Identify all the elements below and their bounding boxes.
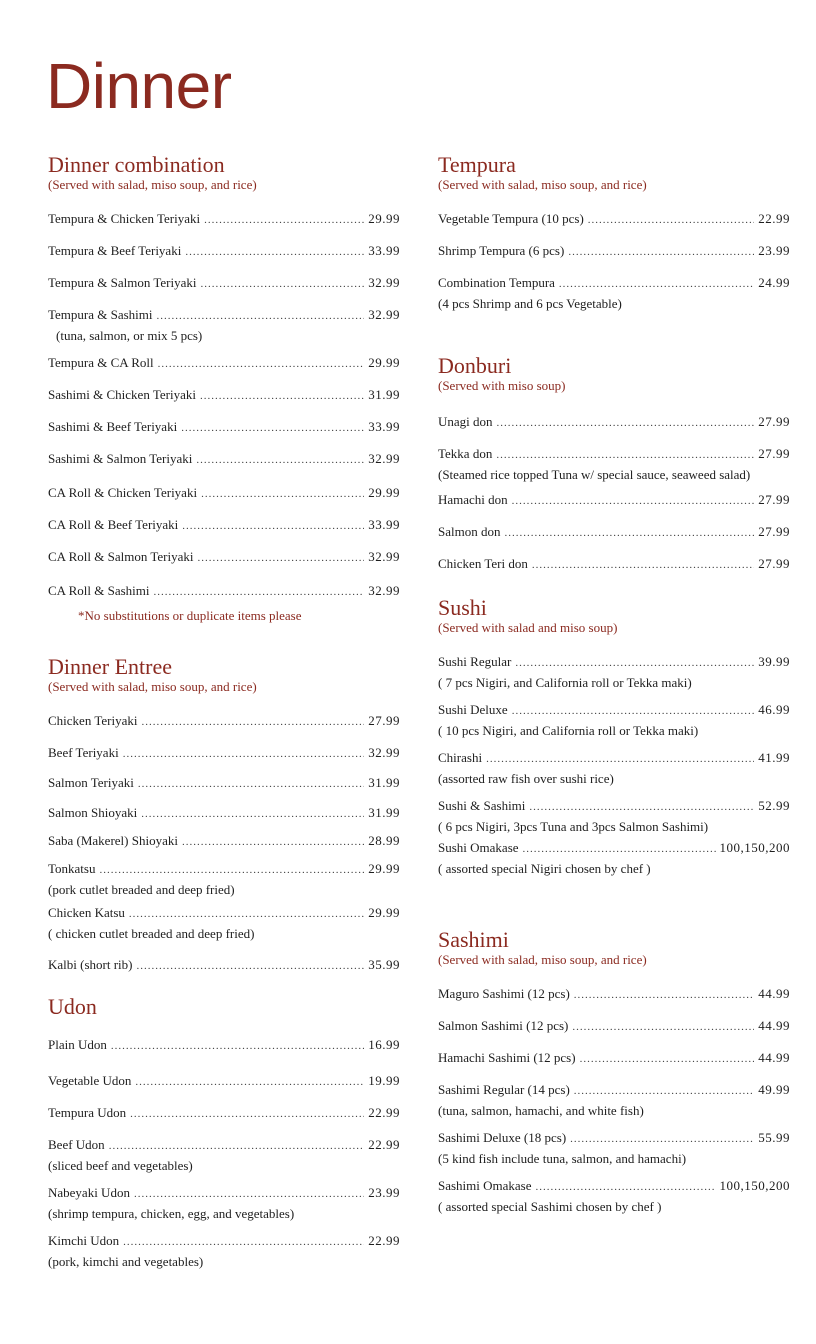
menu-item [48,242,400,261]
item-name: Chicken Teri don [438,556,528,571]
menu-item-row [438,701,790,720]
section-dinner-combination [48,152,400,598]
menu-item [48,484,400,503]
item-name: Tekka don [438,446,493,461]
item-price: 29.99 [368,905,400,920]
item-name: Maguro Sashimi (12 pcs) [438,986,570,1001]
section-sashimi [438,927,790,1214]
dot-leader [580,1051,755,1068]
item-name: Tonkatsu [48,861,96,876]
item-name: Tempura & Sashimi [48,307,153,322]
menu-item-row [48,904,400,923]
menu-item [48,1104,400,1123]
menu-item-row [438,985,790,1004]
menu-item [48,1136,400,1174]
dot-leader [201,276,365,293]
menu-item-row [438,1049,790,1068]
item-name: Hamachi Sashimi (12 pcs) [438,1050,576,1065]
item-description: (pork cutlet breaded and deep fried) [48,882,235,897]
menu-item-row [438,491,790,510]
menu-item [438,985,790,1004]
item-price: 44.99 [758,986,790,1001]
item-description: (5 kind fish include tuna, salmon, and hamachi) [438,1151,687,1166]
dot-leader [196,452,364,469]
section-subtitle: (Served with salad, miso soup, and rice) [438,952,647,967]
item-price: 27.99 [368,713,400,728]
item-price: 28.99 [368,833,400,848]
item-price: 29.99 [368,355,400,370]
item-name: Unagi don [438,414,493,429]
dot-leader [185,244,364,261]
item-name: Hamachi don [438,492,508,507]
item-price: 24.99 [758,275,790,290]
menu-item [48,418,400,437]
section-subtitle: (Served with salad, miso soup, and rice) [48,177,257,192]
item-name: Salmon Shioyaki [48,805,138,820]
menu-item-row [48,450,400,469]
menu-item [48,904,400,942]
item-description: (tuna, salmon, hamachi, and white fish) [438,1103,644,1118]
item-price: 27.99 [758,414,790,429]
menu-item-row [48,484,400,503]
dot-leader [588,212,754,229]
menu-item [438,445,790,483]
menu-item [48,860,400,898]
item-price: 27.99 [758,492,790,507]
dot-leader [496,447,754,464]
dot-leader [157,308,365,325]
menu-item-row [48,1136,400,1155]
section-subtitle: (Served with salad, miso soup, and rice) [438,177,647,192]
item-description: (Steamed rice topped Tuna w/ special sauce, seaweed salad) [438,467,751,482]
item-price: 33.99 [368,517,400,532]
menu-item [48,450,400,469]
menu-item [48,582,400,601]
menu-item-row [438,1017,790,1036]
menu-item [438,555,790,574]
item-name: Tempura & CA Roll [48,355,154,370]
menu-item-row [438,797,790,816]
section-subtitle: (Served with miso soup) [438,378,566,393]
dot-leader [201,486,364,503]
dot-leader [574,1083,754,1100]
item-name: Tempura & Salmon Teriyaki [48,275,197,290]
menu-item [48,548,400,567]
item-price: 31.99 [368,775,400,790]
item-price: 100,150,200 [719,1178,790,1193]
item-price: 22.99 [758,211,790,226]
menu-item [48,1184,400,1222]
menu-item [438,523,790,542]
menu-item [48,1072,400,1091]
section-title: Tempura [438,152,516,177]
menu-item [48,210,400,229]
section-donburi [438,353,790,571]
menu-item-row [48,804,400,823]
menu-item-row [48,712,400,731]
item-price: 29.99 [368,485,400,500]
menu-item [438,1049,790,1068]
dot-leader [574,987,754,1004]
menu-item [438,1081,790,1119]
menu-item [48,274,400,293]
menu-item-row [438,1177,790,1196]
dot-leader [504,525,754,542]
item-description: (assorted raw fish over sushi rice) [438,771,614,786]
section-udon [48,994,400,1269]
menu-item [48,1036,400,1055]
item-price: 46.99 [758,702,790,717]
item-name: Kalbi (short rib) [48,957,133,972]
menu-item [438,701,790,739]
item-price: 29.99 [368,211,400,226]
section-sushi [438,595,790,876]
item-price: 31.99 [368,805,400,820]
menu-item-row [48,860,400,879]
menu-item-row [438,555,790,574]
item-price: 29.99 [368,861,400,876]
dot-leader [497,415,755,432]
dot-leader [123,746,365,763]
item-name: Vegetable Udon [48,1073,132,1088]
dot-leader [570,1131,754,1148]
dot-leader [536,1179,716,1196]
menu-item-row [438,1081,790,1100]
dot-leader [182,518,364,535]
item-name: Sushi Regular [438,654,512,669]
item-description: (4 pcs Shrimp and 6 pcs Vegetable) [438,296,622,311]
item-price: 55.99 [758,1130,790,1145]
menu-item-row [438,274,790,293]
item-price: 27.99 [758,446,790,461]
item-price: 41.99 [758,750,790,765]
item-name: Chicken Katsu [48,905,125,920]
item-price: 27.99 [758,556,790,571]
dot-leader [204,212,364,229]
menu-item [48,386,400,405]
menu-item-row [48,210,400,229]
menu-item-row [438,210,790,229]
dot-leader [141,714,364,731]
item-price: 23.99 [368,1185,400,1200]
item-price: 32.99 [368,275,400,290]
item-name: Sushi & Sashimi [438,798,526,813]
item-name: Beef Teriyaki [48,745,119,760]
item-name: Beef Udon [48,1137,105,1152]
item-name: CA Roll & Salmon Teriyaki [48,549,194,564]
item-name: Nabeyaki Udon [48,1185,130,1200]
dot-leader [130,1106,364,1123]
item-name: Saba (Makerel) Shioyaki [48,833,178,848]
item-name: Combination Tempura [438,275,555,290]
item-price: 33.99 [368,419,400,434]
item-price: 22.99 [368,1137,400,1152]
item-description: ( assorted special Nigiri chosen by chef ) [438,861,651,876]
menu-item [48,744,400,763]
dot-leader [129,906,364,923]
dot-leader [123,1234,364,1251]
item-price: 44.99 [758,1050,790,1065]
item-price: 44.99 [758,1018,790,1033]
dot-leader [138,776,364,793]
dot-leader [111,1038,364,1055]
menu-item-row [48,1104,400,1123]
dot-leader [141,806,364,823]
item-name: Sashimi Deluxe (18 pcs) [438,1130,567,1145]
menu-item-row [48,1232,400,1251]
menu-item-row [438,413,790,432]
menu-item [438,274,790,312]
dot-leader [532,557,754,574]
item-name: Kimchi Udon [48,1233,120,1248]
menu-item [48,832,400,851]
item-price: 19.99 [368,1073,400,1088]
menu-item [48,712,400,731]
item-price: 22.99 [368,1105,400,1120]
item-price: 35.99 [368,957,400,972]
menu-item-row [438,242,790,261]
menu-item-row [48,582,400,601]
menu-item [438,210,790,229]
item-price: 32.99 [368,549,400,564]
dot-leader [529,799,754,816]
item-name: Tempura & Chicken Teriyaki [48,211,201,226]
item-price: 22.99 [368,1233,400,1248]
item-name: Salmon don [438,524,501,539]
section-title: Dinner Entree [48,654,172,679]
item-description: (sliced beef and vegetables) [48,1158,193,1173]
item-name: Shrimp Tempura (6 pcs) [438,243,565,258]
dot-leader [182,834,364,851]
item-description: (tuna, salmon, or mix 5 pcs) [56,328,203,343]
item-price: 27.99 [758,524,790,539]
menu-item-row [48,418,400,437]
dot-leader [136,958,364,975]
menu-item [438,653,790,691]
item-price: 52.99 [758,798,790,813]
menu-item-row [48,354,400,373]
dot-leader [572,1019,754,1036]
item-name: Plain Udon [48,1037,107,1052]
menu-item [48,956,400,975]
item-price: 32.99 [368,451,400,466]
menu-item-row [48,306,400,325]
dot-leader [512,703,755,720]
item-description: ( 7 pcs Nigiri, and California roll or Tekka maki) [438,675,692,690]
menu-item-row [48,956,400,975]
menu-item-row [48,242,400,261]
menu-item [48,774,400,793]
item-price: 32.99 [368,307,400,322]
item-name: Tempura & Beef Teriyaki [48,243,182,258]
item-price: 100,150,200 [719,840,790,855]
menu-item [438,749,790,787]
item-name: CA Roll & Sashimi [48,583,150,598]
item-name: CA Roll & Beef Teriyaki [48,517,179,532]
menu-item-row [48,548,400,567]
menu-item-row [48,1072,400,1091]
item-price: 32.99 [368,583,400,598]
dot-leader [523,841,716,858]
menu-item-row [48,1184,400,1203]
menu-item-row [48,774,400,793]
menu-item [48,1232,400,1270]
item-description: ( 10 pcs Nigiri, and California roll or Tekka maki) [438,723,699,738]
dot-leader [109,1138,365,1155]
dot-leader [568,244,754,261]
menu-item [48,516,400,535]
menu-item-row [438,653,790,672]
dot-leader [559,276,754,293]
item-description: (shrimp tempura, chicken, egg, and vegetables) [48,1206,295,1221]
dot-leader [515,655,754,672]
no-substitutions-note: *No substitutions or duplicate items please [78,608,302,623]
menu-item [438,1129,790,1167]
item-price: 33.99 [368,243,400,258]
item-description: ( 6 pcs Nigiri, 3pcs Tuna and 3pcs Salmon Sashimi) [438,819,709,834]
item-price: 39.99 [758,654,790,669]
dot-leader [135,1074,364,1091]
menu-item-row [438,523,790,542]
menu-item-row [438,749,790,768]
menu-item-row [48,274,400,293]
menu-item-row [48,832,400,851]
dot-leader [512,493,755,510]
item-name: Sashimi & Salmon Teriyaki [48,451,193,466]
menu-item-row [48,516,400,535]
section-title: Sashimi [438,927,509,952]
item-description: ( assorted special Sashimi chosen by chef ) [438,1199,662,1214]
menu-item-row [48,1036,400,1055]
menu-item [438,797,790,835]
item-price: 49.99 [758,1082,790,1097]
menu-item-row [438,445,790,464]
item-name: Sashimi Omakase [438,1178,532,1193]
item-name: Sushi Deluxe [438,702,508,717]
section-title: Donburi [438,353,512,378]
item-name: Salmon Sashimi (12 pcs) [438,1018,569,1033]
menu-item [48,306,400,344]
dot-leader [154,584,365,601]
dot-leader [99,862,364,879]
dot-leader [134,1186,364,1203]
section-subtitle: (Served with salad and miso soup) [438,620,618,635]
item-name: Chicken Teriyaki [48,713,138,728]
menu-item-row [48,744,400,763]
dot-leader [197,550,364,567]
menu-item [438,242,790,261]
item-name: Chirashi [438,750,483,765]
item-price: 16.99 [368,1037,400,1052]
menu-item-row [438,1129,790,1148]
dot-leader [181,420,364,437]
menu-item [438,1177,790,1215]
menu-item [48,354,400,373]
item-name: Sushi Omakase [438,840,519,855]
menu-item [438,1017,790,1036]
section-title: Udon [48,994,97,1019]
page-title: Dinner [46,50,232,122]
menu-item-row [438,839,790,858]
section-subtitle: (Served with salad, miso soup, and rice) [48,679,257,694]
item-price: 23.99 [758,243,790,258]
menu-item [438,839,790,877]
dot-leader [158,356,365,373]
section-tempura [438,152,790,311]
item-name: Salmon Teriyaki [48,775,134,790]
section-title: Dinner combination [48,152,225,177]
item-name: Vegetable Tempura (10 pcs) [438,211,584,226]
item-price: 32.99 [368,745,400,760]
section-dinner-entree [48,654,400,972]
menu-item-row [48,386,400,405]
item-price: 31.99 [368,387,400,402]
item-name: CA Roll & Chicken Teriyaki [48,485,198,500]
menu-item [438,413,790,432]
item-name: Sashimi Regular (14 pcs) [438,1082,570,1097]
item-name: Sashimi & Beef Teriyaki [48,419,178,434]
dot-leader [200,388,364,405]
item-description: ( chicken cutlet breaded and deep fried) [48,926,255,941]
menu-item [48,804,400,823]
dot-leader [486,751,754,768]
item-name: Tempura Udon [48,1105,127,1120]
item-name: Sashimi & Chicken Teriyaki [48,387,196,402]
section-title: Sushi [438,595,487,620]
item-description: (pork, kimchi and vegetables) [48,1254,204,1269]
menu-item [438,491,790,510]
